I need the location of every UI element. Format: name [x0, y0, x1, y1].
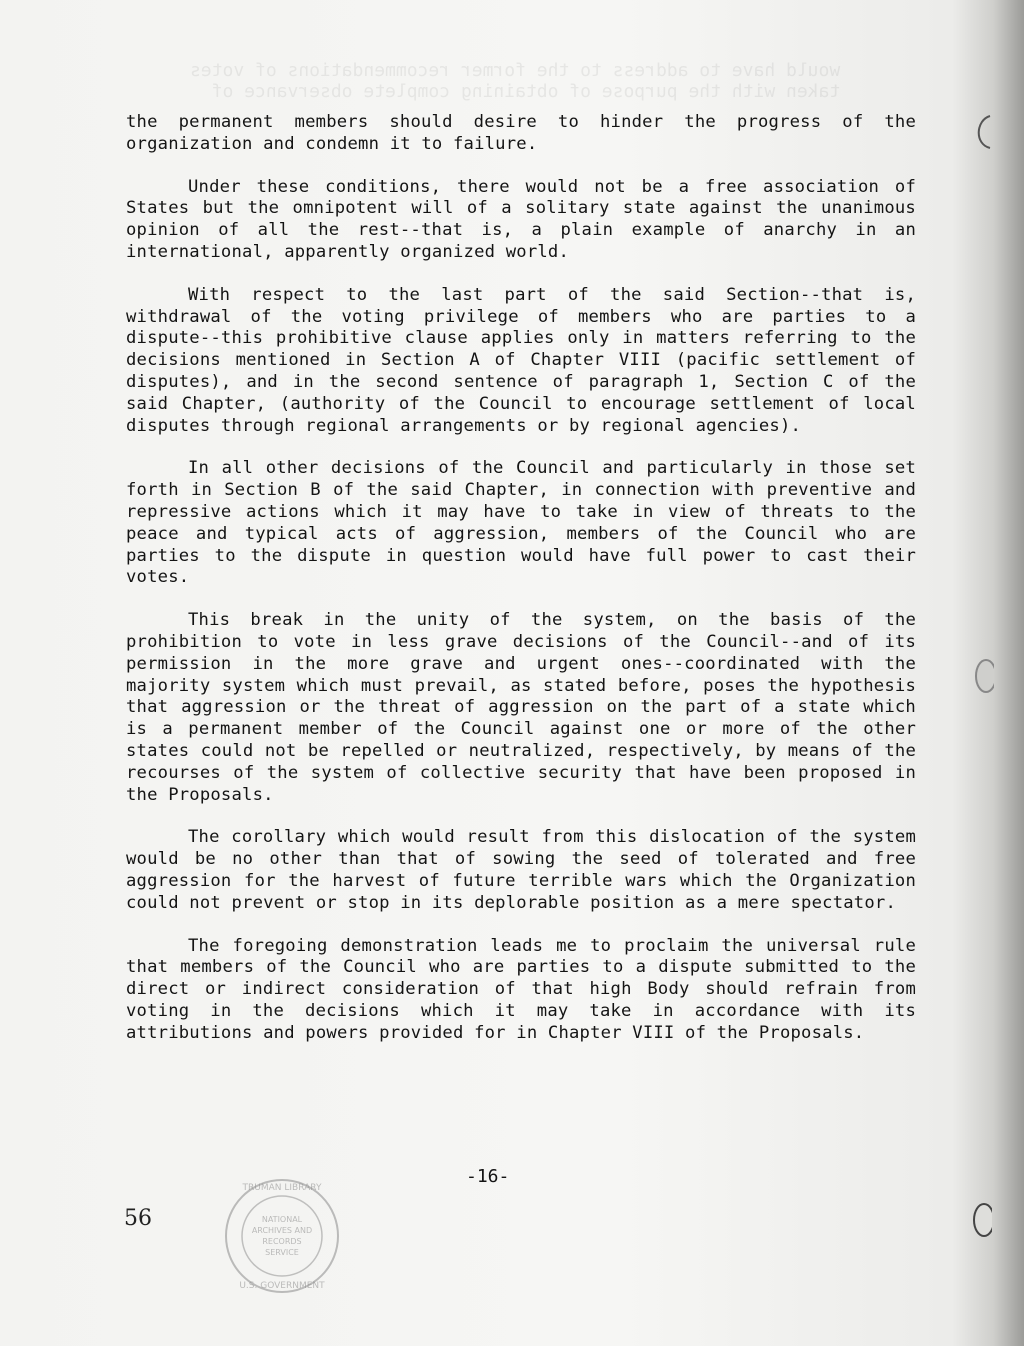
svg-text:SERVICE: SERVICE: [265, 1248, 299, 1257]
paragraph: In all other decisions of the Council and particularly in those set forth in Section B of the said Chapter, in connection with preventive and repressive actions which it may have to take in view of threats to the peace and typical acts of aggression, members of the Council who are parties to the dispute in question would have full power to cast their votes.: [126, 458, 916, 588]
bleed-through-text: would have to address to the former recommendations of votes taken with the purpose of obtaining complete observance of: [190, 60, 841, 102]
punch-hole-icon: [966, 656, 994, 696]
svg-text:ARCHIVES AND: ARCHIVES AND: [251, 1226, 313, 1235]
paragraph: With respect to the last part of the said Section--that is, withdrawal of the voting privilege of members who are parties to a dispute--this prohibitive clause applies only in matters referring to the decisions mentioned in Section A of Chapter VIII (pacific settlement of disputes), and in the second sentence of paragraph 1, Section C of the said Chapter, (authority of the Council to encourage settlement of local disputes through regional arrangements or by regional agencies).: [126, 284, 916, 436]
paragraph: This break in the unity of the system, on the basis of the prohibition to vote in less grave decisions of the Council--and of its permission in the more grave and urgent ones--coordinated with the majority system which must prevail, as stated before, poses the hypothesis that aggression or the threat of aggression on the part of a state which is a permanent member of the Council against one or more of the other states could not be repelled or neutralized, respectively, by means of the recourses of the system of collective security that have been proposed in the Proposals.: [126, 610, 916, 805]
archive-stamp-icon: [222, 1176, 342, 1296]
page-number: -16-: [466, 1166, 510, 1187]
punch-hole-icon: [968, 112, 996, 152]
paragraph: Under these conditions, there would not be a free association of States but the omnipotent will of a solitary state against the unanimous opinion of all the rest--that is, a plain example of anarchy in an international, apparently organized world.: [126, 176, 916, 262]
svg-text:TRUMAN LIBRARY: TRUMAN LIBRARY: [242, 1183, 322, 1193]
document-body: [126, 112, 916, 1065]
paragraph: The corollary which would result from this dislocation of the system would be no other than that of sowing the seed of tolerated and free aggression for the harvest of future terrible wars which the Organization could not prevent or stop in its deplorable position as a mere spectator.: [126, 827, 916, 913]
svg-text:RECORDS: RECORDS: [262, 1237, 302, 1246]
svg-text:U.S. GOVERNMENT: U.S. GOVERNMENT: [239, 1281, 325, 1291]
archive-number: 56: [124, 1206, 152, 1231]
svg-text:NATIONAL: NATIONAL: [261, 1215, 303, 1224]
paragraph: the permanent members should desire to hinder the progress of the organization and condemn it to failure.: [126, 112, 916, 154]
paragraph: The foregoing demonstration leads me to proclaim the universal rule that members of the Council who are parties to a dispute submitted to the direct or indirect consideration of that high Body should refrain from voting in the decisions which it may take in accordance with its attributions and powers provided for in Chapter VIII of the Proposals.: [126, 935, 916, 1043]
punch-hole-icon: [964, 1200, 992, 1240]
